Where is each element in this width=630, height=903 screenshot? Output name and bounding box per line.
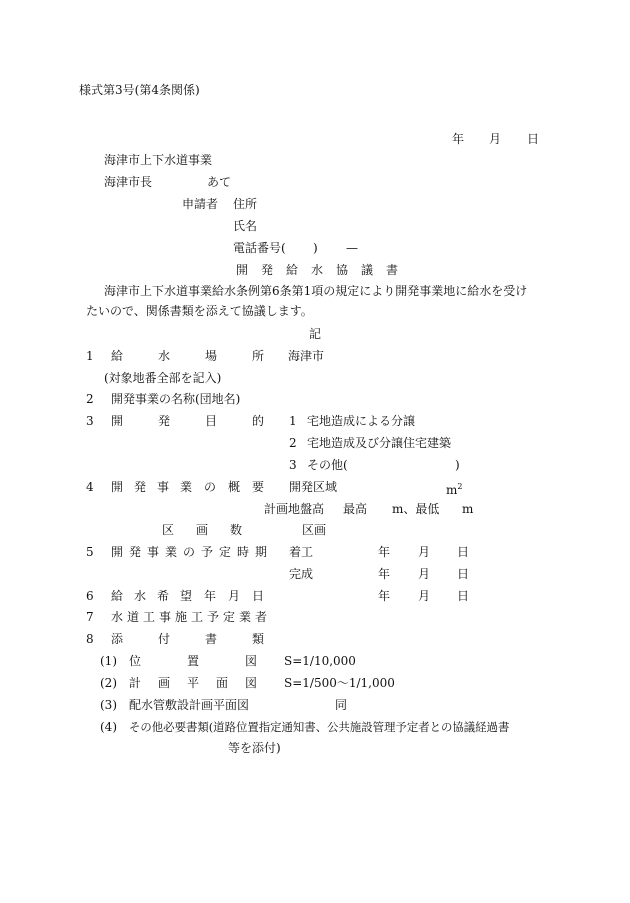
item-8-label-char: 書 bbox=[205, 632, 218, 646]
title-char: 開 bbox=[236, 263, 249, 277]
item-4-number: 4 bbox=[86, 480, 94, 494]
item-7-label-char: 事 bbox=[159, 610, 172, 624]
item-4-highest-label: 最高 bbox=[343, 502, 368, 516]
title-char: 発 bbox=[261, 263, 274, 277]
item-7-label-char: 業 bbox=[239, 610, 252, 624]
title-char: 水 bbox=[311, 263, 324, 277]
date-month-label: 月 bbox=[489, 132, 502, 146]
form-number: 様式第3号(第4条関係) bbox=[79, 83, 200, 97]
item-6-label-char: 年 bbox=[204, 589, 217, 603]
item-5-end-label: 完成 bbox=[289, 567, 314, 581]
date-year-label: 年 bbox=[452, 132, 465, 146]
item-3-option-text: 宅地造成による分譲 bbox=[307, 414, 416, 428]
item-6-year: 年 bbox=[378, 589, 391, 603]
doc-4-label-continued: 等を添付) bbox=[228, 741, 281, 755]
item-4-lots-label-char: 画 bbox=[196, 523, 209, 537]
item-6-label-char: 希 bbox=[157, 589, 170, 603]
doc-4-label: その他必要書類(道路位置指定通知書、公共施設管理予定者との協議経過書 bbox=[129, 720, 510, 734]
doc-1-label-char: 図 bbox=[245, 654, 258, 668]
item-3-option-number: 1 bbox=[289, 414, 297, 428]
title-char: 協 bbox=[336, 263, 349, 277]
doc-1-scale: S=1/10,000 bbox=[284, 654, 356, 668]
item-3-label-char: 目 bbox=[205, 414, 218, 428]
doc-2-label-char: 平 bbox=[187, 676, 200, 690]
doc-2-label-char: 面 bbox=[216, 676, 229, 690]
item-4-lots-label-char: 数 bbox=[230, 523, 243, 537]
title-char: 給 bbox=[286, 263, 299, 277]
item-7-number: 7 bbox=[86, 610, 94, 624]
item-4-lowest-unit: m bbox=[462, 502, 474, 516]
doc-1-label-char: 置 bbox=[187, 654, 200, 668]
item-7-label-char: 工 bbox=[191, 610, 204, 624]
item-3-option-text: 宅地造成及び分譲住宅建築 bbox=[307, 436, 452, 450]
date-day-label: 日 bbox=[527, 132, 540, 146]
item-3-label-char: 開 bbox=[111, 414, 124, 428]
doc-3-number: (3) bbox=[100, 698, 117, 712]
item-4-lots-label-char: 区 bbox=[162, 523, 175, 537]
item-5-label-char: 予 bbox=[201, 545, 214, 559]
doc-4-number: (4) bbox=[100, 720, 117, 734]
item-6-label-char: 月 bbox=[228, 589, 241, 603]
item-4-ground-label: 計画地盤高 bbox=[264, 502, 325, 516]
item-4-label-char: 事 bbox=[157, 480, 170, 494]
doc-2-label-char: 画 bbox=[158, 676, 171, 690]
item-5-start-day: 日 bbox=[457, 545, 470, 559]
title-char: 書 bbox=[386, 263, 399, 277]
item-6-label-char: 給 bbox=[111, 589, 124, 603]
title-char: 議 bbox=[361, 263, 374, 277]
applicant-phone-dash: — bbox=[346, 241, 358, 255]
item-6-label-char: 日 bbox=[252, 589, 265, 603]
item-5-start-year: 年 bbox=[378, 545, 391, 559]
doc-1-label-char: 位 bbox=[129, 654, 142, 668]
doc-3-scale: 同 bbox=[335, 698, 348, 712]
item-1-label-char: 給 bbox=[111, 349, 124, 363]
item-5-label-char: の bbox=[183, 545, 196, 559]
item-5-label-char: 開 bbox=[111, 545, 124, 559]
item-5-label-char: 発 bbox=[129, 545, 142, 559]
item-5-end-year: 年 bbox=[378, 567, 391, 581]
item-5-end-day: 日 bbox=[457, 567, 470, 581]
item-4-label-char: 概 bbox=[228, 480, 241, 494]
doc-1-number: (1) bbox=[100, 654, 117, 668]
item-3-option-text: その他( bbox=[307, 458, 348, 472]
doc-2-scale: S=1/500〜1/1,000 bbox=[284, 676, 395, 690]
item-7-label-char: 定 bbox=[223, 610, 236, 624]
doc-2-number: (2) bbox=[100, 676, 117, 690]
item-5-label-char: 業 bbox=[165, 545, 178, 559]
item-4-label-char: 要 bbox=[252, 480, 265, 494]
ki-label: 記 bbox=[309, 327, 322, 341]
addressee-mayor: 海津市長 bbox=[104, 175, 153, 189]
item-3-number: 3 bbox=[86, 414, 94, 428]
item-3-option-close: ) bbox=[455, 458, 460, 472]
item-7-label-char: 水 bbox=[111, 610, 124, 624]
item-7-label-char: 道 bbox=[127, 610, 140, 624]
body-line-1: 海津市上下水道事業給水条例第6条第1項の規定により開発事業地に給水を受け bbox=[104, 284, 528, 298]
item-8-label-char: 添 bbox=[111, 632, 124, 646]
applicant-label: 申請者 bbox=[182, 197, 219, 211]
applicant-name-label: 氏名 bbox=[233, 219, 258, 233]
item-4-label-char: の bbox=[204, 480, 217, 494]
item-4-area-unit: $m^2$ bbox=[446, 482, 463, 497]
item-6-label-char: 望 bbox=[180, 589, 193, 603]
item-1-note: (対象地番全部を記入) bbox=[104, 371, 222, 385]
item-2-label: 開発事業の名称(団地名) bbox=[111, 392, 241, 406]
item-7-label-char: 施 bbox=[175, 610, 188, 624]
item-4-area-label: 開発区域 bbox=[289, 480, 338, 494]
item-6-month: 月 bbox=[418, 589, 431, 603]
item-8-number: 8 bbox=[86, 632, 94, 646]
item-4-label-char: 開 bbox=[111, 480, 124, 494]
item-1-number: 1 bbox=[86, 349, 94, 363]
item-6-day: 日 bbox=[457, 589, 470, 603]
doc-3-label: 配水管敷設計画平面図 bbox=[129, 698, 250, 712]
item-7-label-char: 予 bbox=[207, 610, 220, 624]
item-1-label-char: 水 bbox=[158, 349, 171, 363]
item-4-label-char: 業 bbox=[180, 480, 193, 494]
item-5-label-char: 事 bbox=[147, 545, 160, 559]
item-3-option-number: 3 bbox=[289, 458, 297, 472]
applicant-phone-label: 電話番号( bbox=[233, 241, 286, 255]
item-5-end-month: 月 bbox=[418, 567, 431, 581]
item-3-label-char: 発 bbox=[158, 414, 171, 428]
item-1-value: 海津市 bbox=[288, 349, 325, 363]
item-7-label-char: 工 bbox=[143, 610, 156, 624]
item-5-label-char: 時 bbox=[237, 545, 250, 559]
item-6-number: 6 bbox=[86, 589, 94, 603]
doc-2-label-char: 計 bbox=[129, 676, 142, 690]
item-5-label-char: 期 bbox=[255, 545, 268, 559]
addressee-org: 海津市上下水道事業 bbox=[104, 153, 213, 167]
item-5-label-char: 定 bbox=[219, 545, 232, 559]
applicant-phone-close: ) bbox=[313, 241, 318, 255]
item-4-highest-unit: m、最低 bbox=[392, 502, 440, 516]
item-5-start-label: 着工 bbox=[289, 545, 314, 559]
item-5-number: 5 bbox=[86, 545, 94, 559]
addressee-honorific: あて bbox=[207, 175, 232, 189]
item-3-label-char: 的 bbox=[252, 414, 265, 428]
item-4-lots-unit: 区画 bbox=[302, 523, 327, 537]
item-8-label-char: 付 bbox=[158, 632, 171, 646]
item-8-label-char: 類 bbox=[252, 632, 265, 646]
item-6-label-char: 水 bbox=[134, 589, 147, 603]
body-line-2: たいので、関係書類を添えて協議します。 bbox=[86, 304, 313, 318]
item-1-label-char: 所 bbox=[252, 349, 265, 363]
item-2-number: 2 bbox=[86, 392, 94, 406]
item-1-label-char: 場 bbox=[205, 349, 218, 363]
item-3-option-number: 2 bbox=[289, 436, 297, 450]
doc-2-label-char: 図 bbox=[245, 676, 258, 690]
item-5-start-month: 月 bbox=[418, 545, 431, 559]
item-7-label-char: 者 bbox=[255, 610, 268, 624]
item-4-label-char: 発 bbox=[134, 480, 147, 494]
applicant-address-label: 住所 bbox=[233, 197, 258, 211]
